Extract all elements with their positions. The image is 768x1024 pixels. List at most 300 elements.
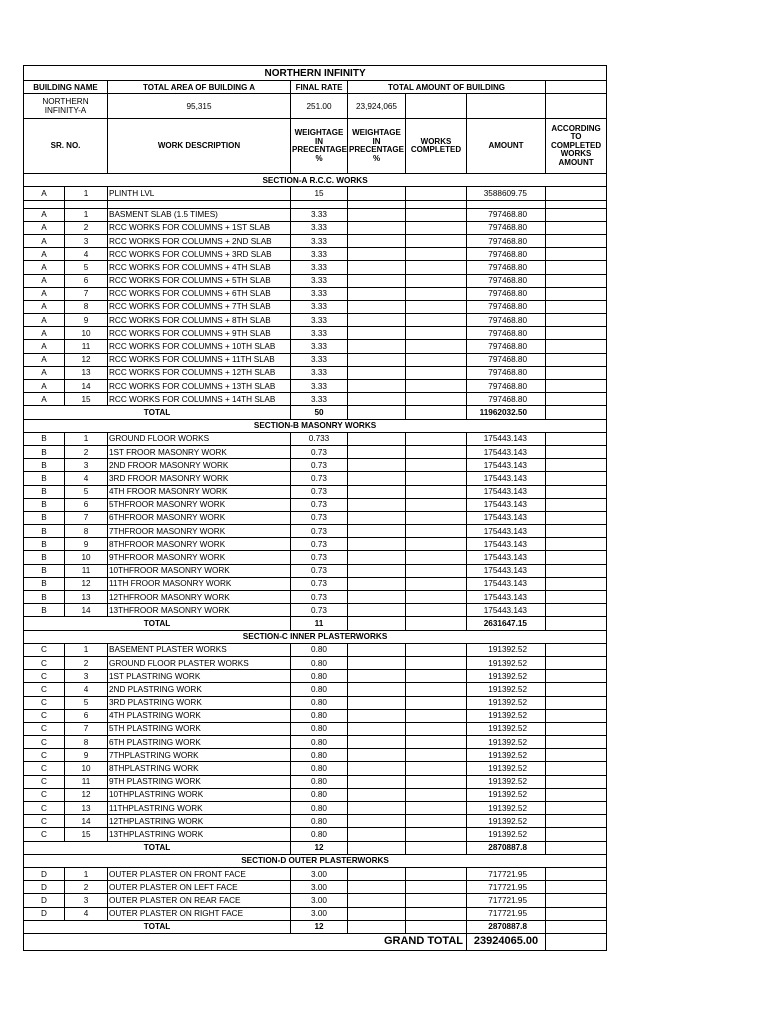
table-row	[24, 815, 607, 828]
works-completed	[406, 274, 467, 287]
works-completed	[406, 353, 467, 366]
weightage-2	[348, 525, 406, 538]
amount: 191392.52	[467, 749, 546, 762]
amount: 191392.52	[467, 802, 546, 815]
table-row	[24, 340, 607, 353]
section-code: B	[24, 459, 65, 472]
section-header	[24, 630, 607, 643]
work-description: 8THFROOR MASONRY WORK	[108, 538, 291, 551]
weightage: 3.33	[291, 287, 348, 300]
section-code: C	[24, 643, 65, 656]
weightage: 0.73	[291, 511, 348, 524]
amount: 175443.143	[467, 472, 546, 485]
weightage-2	[348, 867, 406, 880]
total-label: TOTAL	[24, 841, 291, 854]
work-description: RCC WORKS FOR COLUMNS + 1ST SLAB	[108, 221, 291, 234]
row-number: 15	[65, 393, 108, 406]
weightage: 0.80	[291, 656, 348, 669]
work-description: 4TH FROOR MASONRY WORK	[108, 485, 291, 498]
table-row	[24, 828, 607, 841]
row-number: 9	[65, 749, 108, 762]
work-description: RCC WORKS FOR COLUMNS + 14TH SLAB	[108, 393, 291, 406]
according-amount	[546, 907, 607, 920]
section-code: C	[24, 762, 65, 775]
amount: 191392.52	[467, 670, 546, 683]
weightage: 3.00	[291, 881, 348, 894]
table-row	[24, 683, 607, 696]
table-row	[24, 287, 607, 300]
weightage: 0.80	[291, 802, 348, 815]
work-description: RCC WORKS FOR COLUMNS + 11TH SLAB	[108, 353, 291, 366]
table-row	[24, 736, 607, 749]
according-amount	[546, 445, 607, 458]
weightage-2	[348, 327, 406, 340]
blank-cell	[406, 617, 467, 630]
table-row	[24, 788, 607, 801]
final-rate-label: FINAL RATE	[291, 81, 348, 94]
works-completed	[406, 683, 467, 696]
section-code: B	[24, 485, 65, 498]
row-number: 15	[65, 828, 108, 841]
row-number: 13	[65, 366, 108, 379]
blank-cell	[348, 406, 406, 419]
table-row	[24, 670, 607, 683]
building-name-value: NORTHERN INFINITY-A	[24, 94, 108, 119]
weightage-2	[348, 234, 406, 247]
amount: 797468.80	[467, 208, 546, 221]
col-according-amount: ACCORDING TO COMPLETED WORKS AMOUNT	[546, 119, 607, 174]
table-row	[24, 577, 607, 590]
section-code: B	[24, 538, 65, 551]
table-row	[24, 353, 607, 366]
weightage-2	[348, 261, 406, 274]
weightage-2	[348, 736, 406, 749]
amount: 797468.80	[467, 248, 546, 261]
weightage-2	[348, 762, 406, 775]
according-amount	[546, 366, 607, 379]
blank-cell	[546, 933, 607, 950]
weightage-2	[348, 380, 406, 393]
weightage: 0.80	[291, 696, 348, 709]
weightage-2	[348, 788, 406, 801]
work-description: 4TH PLASTRING WORK	[108, 709, 291, 722]
row-number: 8	[65, 736, 108, 749]
weightage: 3.33	[291, 366, 348, 379]
according-amount	[546, 736, 607, 749]
blank-cell	[24, 200, 65, 208]
weightage: 3.33	[291, 380, 348, 393]
amount: 797468.80	[467, 287, 546, 300]
col-sr-no: SR. NO.	[24, 119, 108, 174]
section-code: C	[24, 815, 65, 828]
weightage-2	[348, 775, 406, 788]
weightage: 0.73	[291, 577, 348, 590]
work-description: BASMENT SLAB (1.5 TIMES)	[108, 208, 291, 221]
according-amount	[546, 459, 607, 472]
section-title: SECTION-D OUTER PLASTERWORKS	[24, 854, 607, 867]
col-work-description: WORK DESCRIPTION	[108, 119, 291, 174]
section-code: C	[24, 788, 65, 801]
according-amount	[546, 867, 607, 880]
work-description: 9THFROOR MASONRY WORK	[108, 551, 291, 564]
work-description: RCC WORKS FOR COLUMNS + 4TH SLAB	[108, 261, 291, 274]
according-amount	[546, 340, 607, 353]
amount: 191392.52	[467, 709, 546, 722]
weightage: 3.33	[291, 314, 348, 327]
amount: 175443.143	[467, 551, 546, 564]
amount: 175443.143	[467, 591, 546, 604]
work-description: 1ST FROOR MASONRY WORK	[108, 445, 291, 458]
amount: 717721.95	[467, 907, 546, 920]
weightage: 0.73	[291, 485, 348, 498]
weightage: 0.80	[291, 762, 348, 775]
row-number: 1	[65, 867, 108, 880]
weightage-2	[348, 287, 406, 300]
row-number: 2	[65, 445, 108, 458]
amount: 175443.143	[467, 577, 546, 590]
amount: 191392.52	[467, 788, 546, 801]
table-row	[24, 722, 607, 735]
weightage: 3.33	[291, 327, 348, 340]
row-number: 12	[65, 353, 108, 366]
total-amount: 2631647.15	[467, 617, 546, 630]
weightage: 0.80	[291, 643, 348, 656]
section-code: A	[24, 248, 65, 261]
blank-cell	[467, 200, 546, 208]
blank-cell	[546, 200, 607, 208]
work-description: 6TH PLASTRING WORK	[108, 736, 291, 749]
according-amount	[546, 274, 607, 287]
according-amount	[546, 208, 607, 221]
section-code: A	[24, 393, 65, 406]
section-code: B	[24, 577, 65, 590]
according-amount	[546, 683, 607, 696]
blank-cell	[406, 841, 467, 854]
according-amount	[546, 749, 607, 762]
work-description: RCC WORKS FOR COLUMNS + 2ND SLAB	[108, 234, 291, 247]
works-completed	[406, 327, 467, 340]
work-description: 12THPLASTRING WORK	[108, 815, 291, 828]
table-row	[24, 749, 607, 762]
section-code: A	[24, 327, 65, 340]
works-completed	[406, 221, 467, 234]
grand-total-amount: 23924065.00	[467, 933, 546, 950]
according-amount	[546, 314, 607, 327]
work-description: 6THFROOR MASONRY WORK	[108, 511, 291, 524]
amount: 797468.80	[467, 234, 546, 247]
section-title: SECTION-B MASONRY WORKS	[24, 419, 607, 432]
works-completed	[406, 907, 467, 920]
works-completed	[406, 867, 467, 880]
amount: 717721.95	[467, 881, 546, 894]
table-row	[24, 656, 607, 669]
works-completed	[406, 604, 467, 617]
table-row	[24, 366, 607, 379]
weightage: 3.00	[291, 907, 348, 920]
amount: 3588609.75	[467, 187, 546, 200]
col-works-completed: WORKS COMPLETED	[406, 119, 467, 174]
section-total	[24, 406, 607, 419]
row-number: 6	[65, 709, 108, 722]
weightage-2	[348, 445, 406, 458]
work-description: 8THPLASTRING WORK	[108, 762, 291, 775]
work-description: 10THPLASTRING WORK	[108, 788, 291, 801]
weightage: 15	[291, 187, 348, 200]
weightage-2	[348, 815, 406, 828]
table-row	[24, 472, 607, 485]
amount: 717721.95	[467, 894, 546, 907]
work-description: RCC WORKS FOR COLUMNS + 6TH SLAB	[108, 287, 291, 300]
total-label: TOTAL	[24, 617, 291, 630]
amount: 797468.80	[467, 261, 546, 274]
amount: 175443.143	[467, 511, 546, 524]
weightage: 3.33	[291, 234, 348, 247]
according-amount	[546, 287, 607, 300]
works-completed	[406, 498, 467, 511]
table-row	[24, 327, 607, 340]
weightage-2	[348, 591, 406, 604]
works-completed	[406, 670, 467, 683]
weightage: 0.80	[291, 775, 348, 788]
work-description: 11THPLASTRING WORK	[108, 802, 291, 815]
weightage: 0.80	[291, 683, 348, 696]
section-code: C	[24, 775, 65, 788]
weightage: 3.33	[291, 248, 348, 261]
weightage: 0.80	[291, 709, 348, 722]
total-amount: 2870887.8	[467, 841, 546, 854]
weightage-2	[348, 749, 406, 762]
according-amount	[546, 656, 607, 669]
table-row	[24, 881, 607, 894]
work-description: 7THFROOR MASONRY WORK	[108, 525, 291, 538]
work-description: RCC WORKS FOR COLUMNS + 5TH SLAB	[108, 274, 291, 287]
row-number: 10	[65, 762, 108, 775]
table-row	[24, 208, 607, 221]
work-description: GROUND FLOOR WORKS	[108, 432, 291, 445]
col-amount: AMOUNT	[467, 119, 546, 174]
amount: 175443.143	[467, 485, 546, 498]
blank-cell	[291, 200, 348, 208]
weightage-2	[348, 643, 406, 656]
amount: 717721.95	[467, 867, 546, 880]
row-number: 2	[65, 221, 108, 234]
weightage-2	[348, 208, 406, 221]
table-row	[24, 314, 607, 327]
weightage-2	[348, 432, 406, 445]
works-completed	[406, 432, 467, 445]
according-amount	[546, 248, 607, 261]
section-code: C	[24, 828, 65, 841]
according-amount	[546, 881, 607, 894]
section-code: A	[24, 187, 65, 200]
weightage-2	[348, 366, 406, 379]
weightage-2	[348, 459, 406, 472]
work-description: 5TH PLASTRING WORK	[108, 722, 291, 735]
section-code: A	[24, 380, 65, 393]
table-row	[24, 762, 607, 775]
section-code: B	[24, 525, 65, 538]
amount: 175443.143	[467, 564, 546, 577]
table-row	[24, 894, 607, 907]
weightage: 0.733	[291, 432, 348, 445]
amount: 797468.80	[467, 274, 546, 287]
row-number: 11	[65, 564, 108, 577]
according-amount	[546, 432, 607, 445]
work-description: RCC WORKS FOR COLUMNS + 7TH SLAB	[108, 300, 291, 313]
according-amount	[546, 591, 607, 604]
section-total	[24, 617, 607, 630]
works-completed	[406, 643, 467, 656]
table-row	[24, 867, 607, 880]
blank-cell	[65, 200, 108, 208]
according-amount	[546, 380, 607, 393]
weightage: 0.73	[291, 551, 348, 564]
work-description: 7THPLASTRING WORK	[108, 749, 291, 762]
according-amount	[546, 815, 607, 828]
work-description: 1ST PLASTRING WORK	[108, 670, 291, 683]
blank-cell	[546, 406, 607, 419]
row-number: 2	[65, 881, 108, 894]
works-completed	[406, 187, 467, 200]
weightage: 3.33	[291, 353, 348, 366]
table-row	[24, 187, 607, 200]
work-description: RCC WORKS FOR COLUMNS + 12TH SLAB	[108, 366, 291, 379]
amount: 175443.143	[467, 604, 546, 617]
work-description: 9TH PLASTRING WORK	[108, 775, 291, 788]
weightage-2	[348, 393, 406, 406]
row-number: 3	[65, 234, 108, 247]
final-rate-value: 251.00	[291, 94, 348, 119]
amount: 797468.80	[467, 221, 546, 234]
works-completed	[406, 551, 467, 564]
according-amount	[546, 261, 607, 274]
work-description: 11TH FROOR MASONRY WORK	[108, 577, 291, 590]
weightage-2	[348, 274, 406, 287]
according-amount	[546, 709, 607, 722]
section-code: A	[24, 208, 65, 221]
blank-cell	[348, 841, 406, 854]
row-number: 11	[65, 775, 108, 788]
row-number: 12	[65, 788, 108, 801]
blank-cell	[406, 406, 467, 419]
weightage: 3.33	[291, 300, 348, 313]
weightage: 3.33	[291, 221, 348, 234]
section-title: SECTION-C INNER PLASTERWORKS	[24, 630, 607, 643]
works-completed	[406, 577, 467, 590]
works-completed	[406, 459, 467, 472]
according-amount	[546, 221, 607, 234]
row-number: 6	[65, 498, 108, 511]
work-description: 10THFROOR MASONRY WORK	[108, 564, 291, 577]
row-number: 9	[65, 538, 108, 551]
table-row	[24, 564, 607, 577]
table-row	[24, 445, 607, 458]
section-code: D	[24, 894, 65, 907]
amount: 175443.143	[467, 445, 546, 458]
according-amount	[546, 643, 607, 656]
work-description: OUTER PLASTER ON RIGHT FACE	[108, 907, 291, 920]
weightage-2	[348, 670, 406, 683]
works-completed	[406, 525, 467, 538]
works-completed	[406, 445, 467, 458]
section-code: C	[24, 696, 65, 709]
weightage: 3.33	[291, 274, 348, 287]
table-row	[24, 775, 607, 788]
table-row	[24, 709, 607, 722]
weightage: 0.73	[291, 604, 348, 617]
row-number: 13	[65, 591, 108, 604]
section-code: B	[24, 445, 65, 458]
row-number: 3	[65, 459, 108, 472]
weightage-2	[348, 498, 406, 511]
blank-cell	[348, 200, 406, 208]
amount: 175443.143	[467, 459, 546, 472]
total-area-value: 95,315	[108, 94, 291, 119]
table-row	[24, 696, 607, 709]
amount: 797468.80	[467, 327, 546, 340]
section-code: A	[24, 261, 65, 274]
works-completed	[406, 775, 467, 788]
section-code: C	[24, 722, 65, 735]
table-row	[24, 551, 607, 564]
according-amount	[546, 511, 607, 524]
work-description: RCC WORKS FOR COLUMNS + 10TH SLAB	[108, 340, 291, 353]
amount: 191392.52	[467, 656, 546, 669]
weightage-2	[348, 683, 406, 696]
according-amount	[546, 775, 607, 788]
according-amount	[546, 788, 607, 801]
weightage: 3.33	[291, 393, 348, 406]
weightage-2	[348, 485, 406, 498]
weightage: 0.73	[291, 525, 348, 538]
work-description: 13THFROOR MASONRY WORK	[108, 604, 291, 617]
total-weightage: 12	[291, 920, 348, 933]
table-row	[24, 300, 607, 313]
works-completed	[406, 696, 467, 709]
table-row	[24, 248, 607, 261]
works-completed	[406, 802, 467, 815]
table-row	[24, 538, 607, 551]
weightage-2	[348, 709, 406, 722]
weightage: 0.73	[291, 459, 348, 472]
section-total	[24, 920, 607, 933]
work-description: 3RD PLASTRING WORK	[108, 696, 291, 709]
table-row	[24, 802, 607, 815]
row-number: 3	[65, 670, 108, 683]
weightage-2	[348, 577, 406, 590]
weightage-2	[348, 564, 406, 577]
blank-cell	[348, 920, 406, 933]
grand-total-label: GRAND TOTAL	[24, 933, 467, 950]
row-number: 5	[65, 485, 108, 498]
section-code: C	[24, 736, 65, 749]
table-row	[24, 511, 607, 524]
amount: 797468.80	[467, 353, 546, 366]
table-row	[24, 459, 607, 472]
weightage-2	[348, 551, 406, 564]
works-completed	[406, 736, 467, 749]
row-number: 4	[65, 472, 108, 485]
table-row	[24, 907, 607, 920]
weightage: 3.00	[291, 894, 348, 907]
amount: 191392.52	[467, 736, 546, 749]
weightage-2	[348, 656, 406, 669]
weightage: 3.33	[291, 208, 348, 221]
section-code: B	[24, 564, 65, 577]
section-code: A	[24, 274, 65, 287]
works-completed	[406, 894, 467, 907]
table-row	[24, 604, 607, 617]
